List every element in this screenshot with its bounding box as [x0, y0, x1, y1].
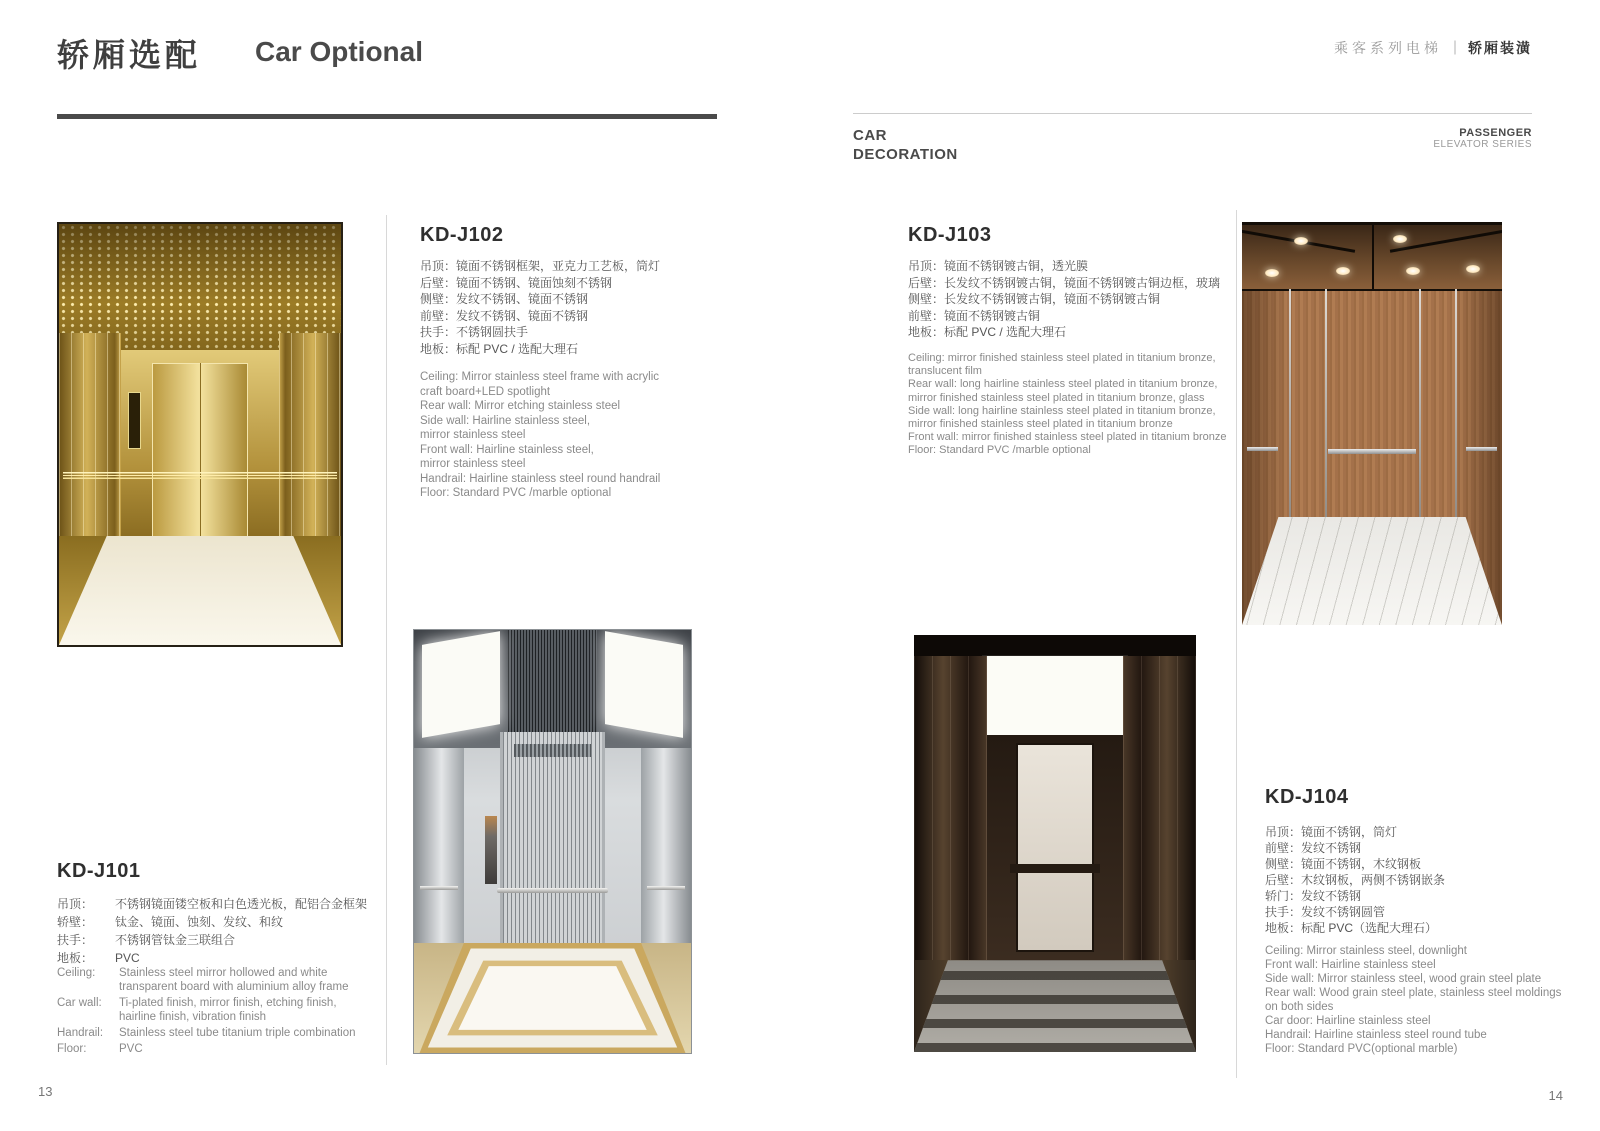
spec-value-line: hairline finish, vibration finish	[119, 1011, 267, 1023]
series-label-en	[1433, 127, 1532, 150]
spec-line: mirror stainless steel	[420, 458, 526, 470]
spec-line: Side wall: long hairline stainless steel plated in titanium bronze,	[908, 404, 1216, 417]
specs-cn-kd-j102	[420, 258, 660, 357]
spec-label: Car wall:	[57, 997, 102, 1009]
specs-cn-kd-j103	[908, 258, 1220, 341]
specs-cn-kd-j101	[57, 896, 368, 968]
spec-line: 吊顶：镜面不锈钢镀古铜，透光膜	[908, 259, 1089, 273]
cab-handrail	[1328, 449, 1416, 454]
specs-en-kd-j101	[57, 966, 357, 1058]
spec-row	[57, 1042, 357, 1056]
cab-handrail	[63, 472, 337, 479]
specs-cn-kd-j104	[1265, 824, 1445, 936]
spec-line: Handrail: Hairline stainless steel round handrail	[420, 472, 661, 485]
spec-value-line: Stainless steel tube titanium triple combination	[119, 1027, 356, 1039]
cab-handrail-right	[647, 886, 686, 890]
title-underline-rule	[57, 114, 717, 119]
spec-line: Side wall: Mirror stainless steel, wood grain steel plate	[1265, 973, 1542, 985]
spec-line: 扶手：不锈钢圆扶手	[420, 325, 529, 339]
spec-value: 不锈钢管钛金三联组合	[115, 933, 236, 947]
cab-floor	[914, 960, 1196, 1052]
cab-shell	[914, 635, 1196, 1052]
series-label-cn: 乘客系列电梯	[1334, 40, 1442, 56]
cab-ceiling-light-left	[422, 632, 500, 739]
metal-strip	[1455, 289, 1457, 517]
spec-line: 侧壁：发纹不锈钢、镜面不锈钢	[420, 292, 589, 306]
spec-value: PVC	[115, 951, 140, 965]
downlight	[1466, 265, 1480, 273]
spec-line: Ceiling: mirror finished stainless steel plated in titanium bronze,	[908, 352, 1216, 364]
cab-wall-right	[1123, 656, 1196, 961]
spec-label: Handrail:	[57, 1027, 104, 1039]
cab-vent-band	[514, 744, 592, 757]
spec-row	[57, 996, 357, 1024]
model-title-kd-j103: KD-J103	[908, 224, 992, 246]
metal-strip	[1325, 289, 1327, 517]
product-photo-kd-j102	[413, 629, 692, 1054]
spec-line: Rear wall: long hairline stainless steel plated in titanium bronze,	[908, 378, 1218, 391]
breadcrumb	[1334, 38, 1532, 58]
cab-control-panel	[485, 816, 497, 884]
spec-line: Front wall: Hairline stainless steel	[1265, 959, 1436, 971]
spec-row	[57, 1026, 357, 1040]
spec-line: 侧壁：镜面不锈钢，木纹钢板	[1265, 857, 1422, 871]
spec-line: 吊顶：镜面不锈钢框架，亚克力工艺板，筒灯	[420, 259, 661, 273]
spec-value-line: PVC	[119, 1043, 143, 1055]
spec-value-line: Ti-plated finish, mirror finish, etching finish,	[119, 997, 337, 1009]
spec-row	[57, 966, 357, 994]
spec-value-line: Stainless steel mirror hollowed and white	[119, 967, 328, 979]
spec-label: Floor:	[57, 1043, 87, 1055]
cab-floor	[414, 943, 691, 1053]
spec-row	[57, 950, 357, 966]
cab-floor-marble	[1242, 517, 1502, 625]
spec-value: 不锈钢镜面镂空板和白色透光板，配铝合金框架	[115, 897, 368, 911]
cab-wall-left	[914, 656, 987, 961]
spec-line: Handrail: Hairline stainless steel round tube	[1265, 1029, 1487, 1041]
spec-line: translucent film	[908, 365, 982, 378]
product-photo-kd-j101	[57, 222, 343, 647]
column-divider-left-page	[386, 215, 387, 1065]
spec-line: 后壁：长发纹不锈钢镀古铜，镜面不锈钢镀古铜边框，玻璃	[908, 275, 1221, 290]
cab-ceiling-frame	[914, 635, 1196, 656]
spec-line: mirror finished stainless steel plated in titanium bronze	[908, 418, 1173, 431]
cab-control-panel	[128, 392, 141, 449]
spec-line: Car door: Hairline stainless steel	[1265, 1015, 1431, 1027]
spec-line: 后壁：镜面不锈钢、镜面蚀刻不锈钢	[420, 275, 613, 290]
cab-handrail-left	[1247, 447, 1278, 451]
spec-value	[119, 996, 337, 1024]
spec-line: Ceiling: Mirror stainless steel frame with acrylic	[420, 371, 660, 383]
page-title-en: Car Optional	[255, 36, 424, 67]
spec-line: 侧壁：长发纹不锈钢镀古铜，镜面不锈钢镀古铜	[908, 292, 1161, 306]
cab-wall-left	[414, 748, 464, 943]
spec-line: Front wall: Hairline stainless steel,	[420, 443, 594, 456]
cab-wall-right	[279, 333, 341, 544]
cab-floor-marble	[59, 536, 341, 645]
section-title-en	[853, 126, 958, 164]
cab-handrail	[497, 888, 608, 893]
spec-line: mirror stainless steel	[420, 429, 526, 441]
cab-handrail-left	[420, 886, 459, 890]
spec-line: on both sides	[1265, 1001, 1334, 1013]
spec-label: 扶手：	[57, 933, 94, 947]
spec-row	[57, 914, 357, 930]
spec-row	[57, 932, 357, 948]
model-title-kd-j101: KD-J101	[57, 860, 141, 882]
spec-line: Floor: Standard PVC /marble optional	[420, 487, 612, 499]
spec-line: 轿门：发纹不锈钢	[1265, 889, 1362, 903]
specs-en-kd-j104	[1265, 944, 1561, 1056]
cab-wall-back-striped	[500, 732, 605, 944]
metal-strip	[1289, 289, 1291, 517]
specs-en-kd-j102	[420, 370, 660, 501]
section-title-line2: DECORATION	[853, 146, 958, 163]
spec-line: 前壁：发纹不锈钢、镜面不锈钢	[420, 308, 589, 323]
spec-line: Floor: Standard PVC /marble optional	[908, 444, 1091, 457]
spec-line: 地板：标配 PVC / 选配大理石	[908, 325, 1067, 339]
spec-line: Rear wall: Mirror etching stainless steel	[420, 400, 621, 412]
series-label-en-line1: PASSENGER	[1459, 127, 1532, 139]
downlight	[1393, 235, 1407, 243]
spec-row	[57, 896, 368, 912]
product-photo-kd-j104	[1242, 222, 1502, 625]
cab-door-bar	[1010, 864, 1100, 873]
product-photo-kd-j103	[905, 622, 1205, 1052]
spec-line: 地板：标配 PVC / 选配大理石	[420, 341, 579, 356]
cab-door-split	[200, 363, 201, 540]
spec-value	[119, 1042, 143, 1056]
spec-line: Rear wall: Wood grain steel plate, stainless steel moldings	[1265, 987, 1562, 999]
downlight	[1406, 267, 1420, 275]
spec-value: 钛金、镜面、蚀刻、发纹、和纹	[115, 915, 284, 929]
metal-strip	[1419, 289, 1421, 517]
cab-door	[1016, 743, 1095, 952]
spec-line: 地板：标配 PVC（选配大理石）	[1265, 921, 1438, 935]
spec-value	[119, 966, 348, 994]
spec-line: mirror finished stainless steel plated in titanium bronze, glass	[908, 391, 1205, 404]
spec-line: 吊顶：镜面不锈钢，筒灯	[1265, 825, 1398, 839]
spec-line: 前壁：发纹不锈钢	[1265, 841, 1362, 855]
cab-ceiling-seam	[1372, 225, 1374, 289]
spec-line: Ceiling: Mirror stainless steel, downlight	[1265, 945, 1467, 957]
page-number-left: 13	[38, 1084, 53, 1099]
spec-line: craft board+LED spotlight	[420, 385, 551, 398]
cab-wall-left	[59, 333, 121, 544]
page-number-right: 14	[1548, 1088, 1563, 1103]
spec-label: 吊顶：	[57, 897, 94, 911]
spec-label: 轿壁：	[57, 915, 94, 929]
page-title-cn: 轿厢选配	[57, 37, 202, 73]
spec-line: 前壁：镜面不锈钢镀古铜	[908, 308, 1041, 323]
spec-value	[119, 1026, 356, 1040]
spec-line: 后壁：木纹钢板，两侧不锈钢嵌条	[1265, 873, 1446, 887]
cab-floor	[1242, 517, 1502, 625]
model-title-kd-j104: KD-J104	[1265, 786, 1349, 808]
downlight	[1336, 267, 1350, 275]
section-title-line1: CAR	[853, 127, 887, 144]
column-divider-right-page	[1236, 210, 1237, 1078]
cab-ceiling-light-right	[605, 632, 683, 739]
spec-line: Side wall: Hairline stainless steel,	[420, 414, 591, 427]
cab-handrail-right	[1466, 447, 1497, 451]
model-title-kd-j102: KD-J102	[420, 224, 504, 246]
breadcrumb-divider: ｜	[1448, 40, 1462, 56]
series-label-en-line2: ELEVATOR SERIES	[1433, 139, 1532, 150]
cab-floor	[59, 536, 341, 645]
section-label-cn: 轿厢装潢	[1468, 40, 1532, 56]
spec-label: Ceiling:	[57, 967, 96, 979]
right-header-rule	[853, 113, 1532, 114]
specs-en-kd-j103	[908, 352, 1227, 458]
downlight	[1294, 237, 1308, 245]
spec-label: 地板：	[57, 951, 94, 965]
cab-floor-striped-marble	[914, 960, 1196, 1052]
spec-value-line: transparent board with aluminium alloy frame	[119, 981, 349, 993]
spec-line: Front wall: mirror finished stainless steel plated in titanium bronze	[908, 431, 1227, 444]
cab-wall-right	[641, 748, 691, 943]
spec-line: 扶手：发纹不锈钢圆管	[1265, 905, 1386, 919]
spec-line: Floor: Standard PVC(optional marble)	[1265, 1043, 1458, 1055]
